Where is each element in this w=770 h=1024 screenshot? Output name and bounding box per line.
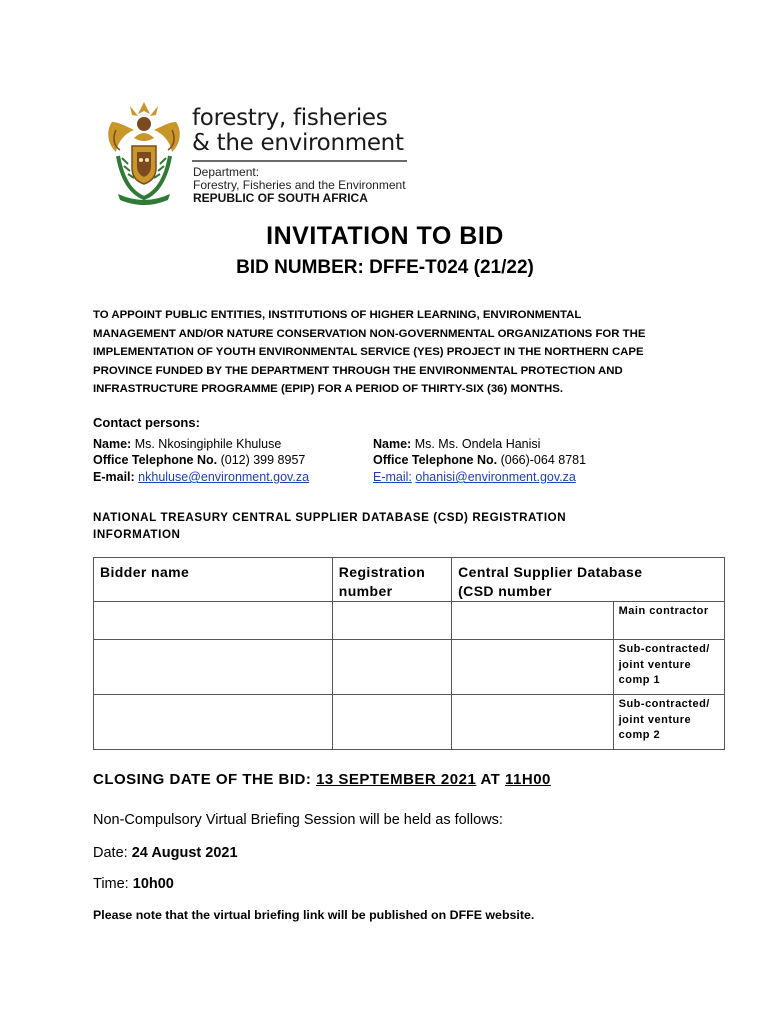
time-value: 10h00 [132, 876, 174, 892]
bidder-name-cell[interactable] [94, 695, 333, 750]
description-line: MANAGEMENT AND/OR NATURE CONSERVATION NON-GOVERNMENTAL ORGANIZATIONS FOR THE [93, 327, 646, 340]
row-label: Sub-contracted/ joint venture comp 2 [613, 695, 724, 750]
row-label: Main contractor [613, 602, 724, 640]
bidder-name-cell[interactable] [94, 640, 333, 695]
briefing-note: Please note that the virtual briefing link will be published on DFFE website. [93, 908, 535, 922]
name-label: Name: [93, 437, 132, 451]
contact-right-phone [373, 453, 586, 467]
registration-number-cell[interactable] [332, 602, 451, 640]
column-header: Registration number [332, 558, 451, 602]
closing-label: CLOSING DATE OF THE BID: [93, 771, 312, 788]
csd-number-cell[interactable] [452, 640, 614, 695]
csd-number-cell[interactable] [452, 695, 614, 750]
closing-time-value: 11H00 [505, 771, 551, 788]
csd-number-cell[interactable] [452, 602, 614, 640]
description-line: INFRASTRUCTURE PROGRAMME (EPIP) FOR A PERIOD OF THIRTY-SIX (36) MONTHS. [93, 383, 563, 396]
contact-left-email [93, 470, 309, 484]
description-line: IMPLEMENTATION OF YOUTH ENVIRONMENTAL SERVICE (YES) PROJECT IN THE NORTHERN CAPE [93, 346, 644, 359]
department-name: Forestry, Fisheries and the Environment [193, 178, 406, 192]
email-link[interactable]: nkhuluse@environment.gov.za [138, 470, 310, 484]
closing-at: AT [480, 771, 501, 788]
contact-phone: (066)-064 8781 [500, 453, 587, 467]
brand-line-2: & the environment [192, 130, 404, 156]
csd-heading [93, 509, 693, 543]
csd-heading-line: INFORMATION [93, 528, 181, 541]
bidder-name-cell[interactable] [94, 602, 333, 640]
table-row [94, 695, 725, 750]
phone-label: Office Telephone No. [373, 453, 498, 467]
coat-of-arms-logo [104, 100, 184, 208]
column-header: Bidder name [94, 558, 333, 602]
closing-date-value: 13 SEPTEMBER 2021 [316, 771, 477, 788]
briefing-date [93, 845, 238, 861]
row-label: Sub-contracted/ joint venture comp 1 [613, 640, 724, 695]
contact-name: Ms. Ms. Ondela Hanisi [414, 437, 541, 451]
contact-name: Ms. Nkosingiphile Khuluse [134, 437, 282, 451]
contact-heading: Contact persons: [93, 415, 200, 430]
csd-heading-line: NATIONAL TREASURY CENTRAL SUPPLIER DATABASE (CSD) REGISTRATION [93, 511, 567, 524]
briefing-text: Non-Compulsory Virtual Briefing Session will be held as follows: [93, 812, 503, 828]
department-label: Department: [193, 165, 260, 179]
contact-right-name [373, 437, 540, 451]
table-row [94, 640, 725, 695]
description-line: PROVINCE FUNDED BY THE DEPARTMENT THROUGH THE ENVIRONMENTAL PROTECTION AND [93, 364, 623, 377]
registration-number-cell[interactable] [332, 695, 451, 750]
description-line: TO APPOINT PUBLIC ENTITIES, INSTITUTIONS OF HIGHER LEARNING, ENVIRONMENTAL [93, 309, 582, 321]
phone-label: Office Telephone No. [93, 453, 218, 467]
brand-divider [192, 160, 407, 162]
date-value: 24 August 2021 [131, 845, 238, 861]
contact-left-phone [93, 453, 305, 467]
closing-date [93, 771, 551, 788]
email-label: E-mail: [93, 470, 135, 484]
bid-number: BID NUMBER: DFFE-T024 (21/22) [236, 257, 534, 278]
country-name: REPUBLIC OF SOUTH AFRICA [193, 191, 368, 205]
table-header-row [94, 558, 725, 602]
email-link[interactable]: ohanisi@environment.gov.za [415, 470, 576, 484]
email-label: E-mail: [373, 470, 412, 484]
contact-phone: (012) 399 8957 [220, 453, 306, 467]
time-label: Time: [93, 876, 129, 892]
bid-description [93, 306, 693, 399]
brand-line-1: forestry, fisheries [192, 105, 388, 131]
date-label: Date: [93, 845, 128, 861]
briefing-time [93, 876, 174, 892]
column-header: Central Supplier Database (CSD number [452, 558, 725, 602]
name-label: Name: [373, 437, 412, 451]
registration-number-cell[interactable] [332, 640, 451, 695]
csd-registration-table [93, 557, 725, 750]
page-title: INVITATION TO BID [266, 222, 504, 250]
contact-right-email [373, 470, 576, 484]
contact-left-name [93, 437, 281, 451]
table-row [94, 602, 725, 640]
